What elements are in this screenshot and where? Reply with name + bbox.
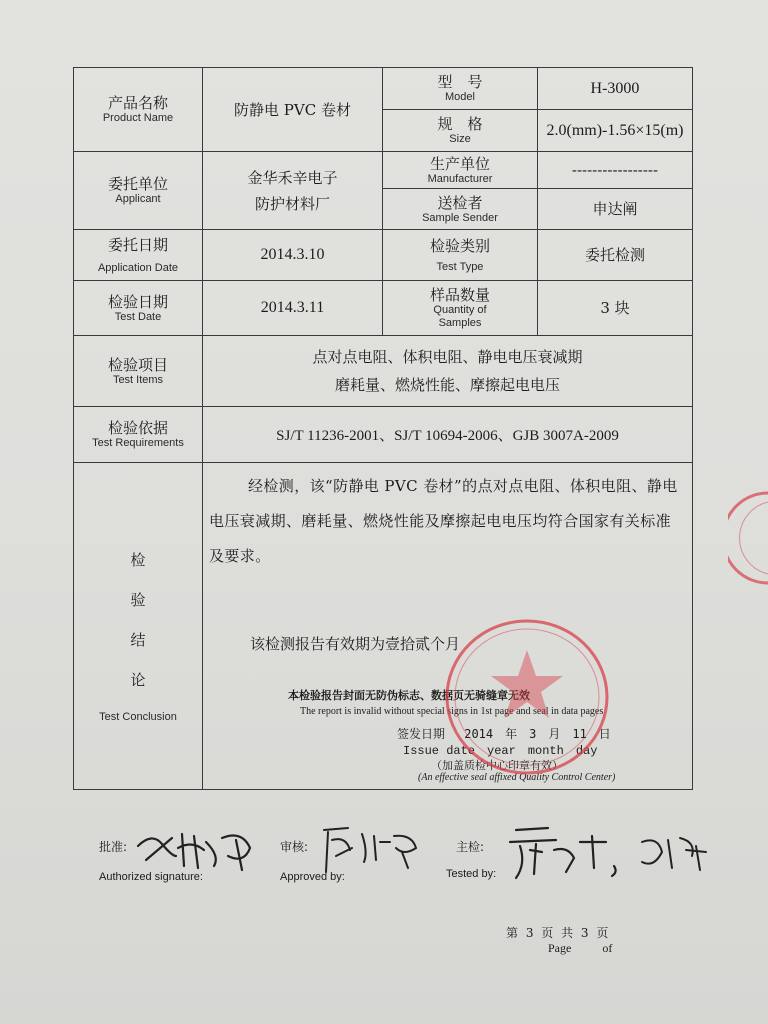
page-number-zh: 第 3 页 共 3 页 <box>506 926 609 940</box>
validity-text: 该检测报告有效期为壹拾贰个月 <box>250 635 461 653</box>
authorized-label: 批准: <box>99 840 128 854</box>
test-type-label: 检验类别 Test Type <box>383 230 538 281</box>
tested-label-en: Tested by: <box>446 868 497 880</box>
size-label: 规 格 Size <box>383 110 538 152</box>
seal-note-en: (An effective seal affixed Quality Control Center) <box>418 772 616 783</box>
model-value: H-3000 <box>538 68 693 110</box>
issue-date-zh: 签发日期 2014 年 3 月 11 日 <box>397 727 611 741</box>
quantity-label: 样品数量 Quantity of Samples <box>383 281 538 336</box>
model-label: 型 号 Model <box>383 68 538 110</box>
authorized-signature <box>132 826 264 874</box>
manufacturer-value: ----------------- <box>538 152 693 189</box>
authorized-label-en: Authorized signature: <box>99 871 203 883</box>
manufacturer-label: 生产单位 Manufacturer <box>383 152 538 189</box>
approved-signature <box>318 822 428 878</box>
applicant-value: 金华禾辛电子 防护材料厂 <box>203 152 383 230</box>
applicant-label: 委托单位 Applicant <box>74 152 203 230</box>
test-requirements-value: SJ/T 11236-2001、SJ/T 10694-2006、GJB 3007A-2009 <box>203 407 693 463</box>
approved-label: 审核: <box>280 840 309 854</box>
test-items-label: 检验项目 Test Items <box>74 336 203 407</box>
invalid-notice-en: The report is invalid without special signs in 1st page and seal in data pages <box>300 706 604 717</box>
product-name-value: 防静电 PVC 卷材 <box>203 68 383 152</box>
conclusion-text: 经检测，该“防静电 PVC 卷材”的点对点电阻、体积电阻、静电电压衰减期、磨耗量、燃烧性能及摩擦起电电压均符合国家有关标准及要求。 <box>209 477 678 565</box>
issue-date-en: Issue date year month day <box>403 744 598 758</box>
invalid-notice-zh: 本检验报告封面无防伪标志、数据页无骑缝章无效 <box>288 689 530 702</box>
approved-label-en: Approved by: <box>280 871 345 883</box>
product-name-label: 产品名称 Product Name <box>74 68 203 152</box>
tested-signature <box>496 822 712 882</box>
test-items-value: 点对点电阻、体积电阻、静电电压衰减期 磨耗量、燃烧性能、摩擦起电电压 <box>203 336 693 407</box>
sample-sender-label: 送检者 Sample Sender <box>383 189 538 230</box>
quantity-value: 3 块 <box>538 281 693 336</box>
edge-seal-fragment <box>728 488 768 588</box>
sample-sender-value: 申达阐 <box>538 189 693 230</box>
quality-center-seal <box>432 612 622 782</box>
test-conclusion-label: 检 验 结 论 Test Conclusion <box>74 463 203 790</box>
tested-label: 主检: <box>456 840 485 854</box>
application-date-label: 委托日期 Application Date <box>74 230 203 281</box>
application-date-value: 2014.3.10 <box>203 230 383 281</box>
size-value: 2.0(mm)-1.56×15(m) <box>538 110 693 152</box>
page-number-en: Page of <box>548 941 613 955</box>
test-date-label: 检验日期 Test Date <box>74 281 203 336</box>
test-requirements-label: 检验依据 Test Requirements <box>74 407 203 463</box>
test-date-value: 2014.3.11 <box>203 281 383 336</box>
seal-note-zh: （加盖质检中心印章有效） <box>431 759 563 772</box>
test-type-value: 委托检测 <box>538 230 693 281</box>
